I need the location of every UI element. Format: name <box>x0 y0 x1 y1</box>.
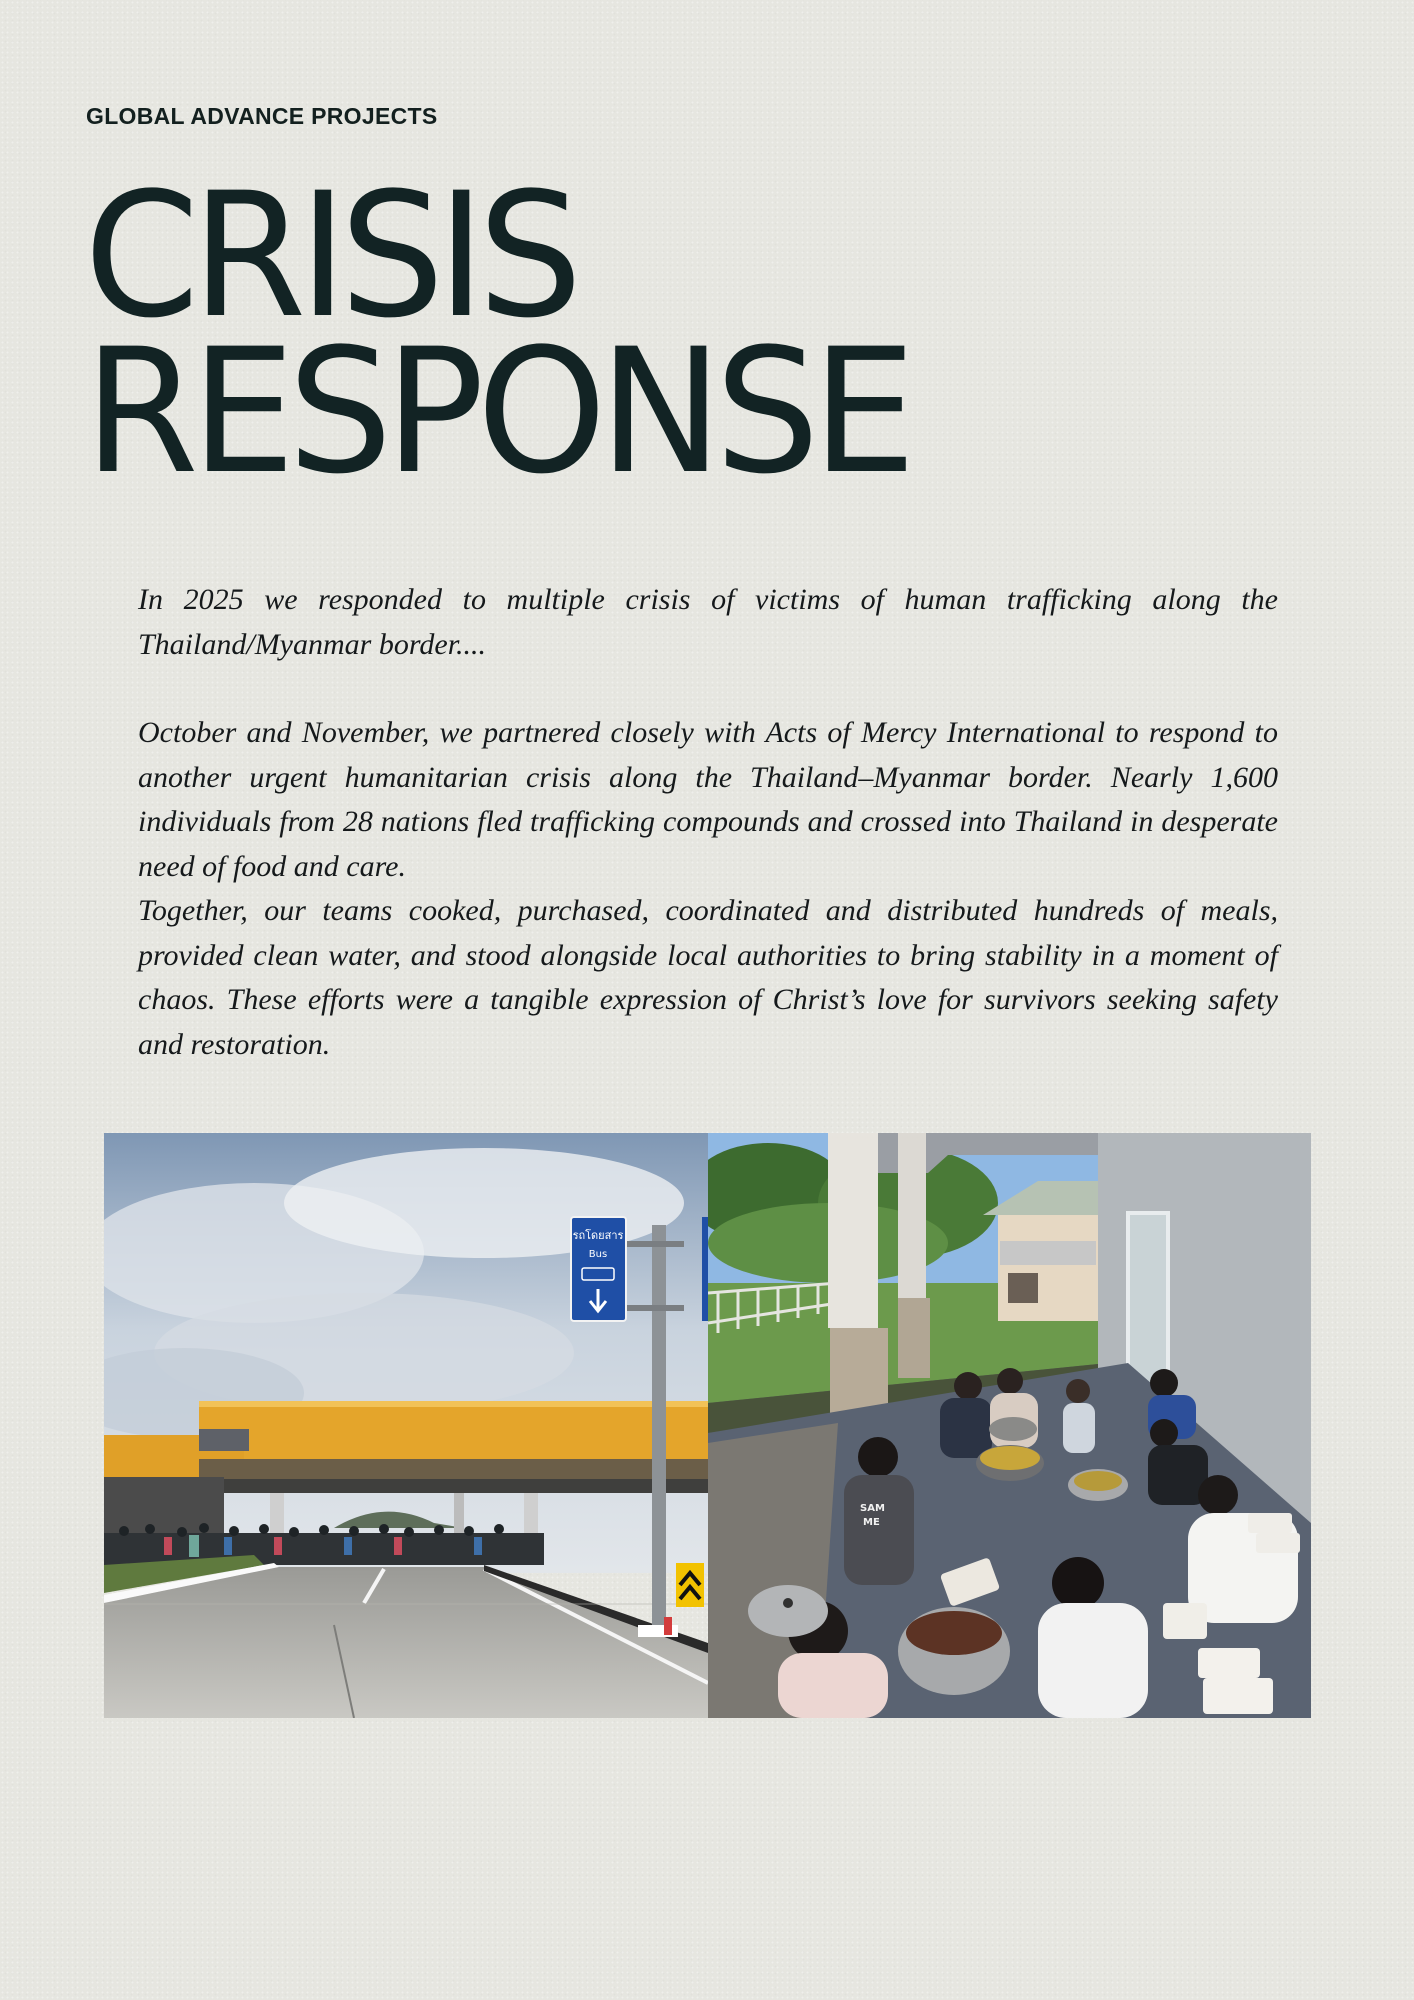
shirt-text-2: ME <box>863 1517 880 1528</box>
response-paragraph: Together, our teams cooked, purchased, coordinated and distributed hundreds of meals, provided clean water, and stood alongside local authorities to bring stability in a moment of chaos. These efforts were a tangible expression of Christ’s love for survivors seeking safety and restoration. <box>138 894 1278 1061</box>
title-line-2: RESPONSE <box>84 311 909 512</box>
page-title <box>84 155 948 512</box>
partnership-paragraph: October and November, we partnered closely with Acts of Mercy International to respond to another urgent humanitarian crisis along the Thailand–Myanmar border. Nearly 1,600 individuals from 28 nations fled trafficking compounds and crossed into Thailand in desperate need of food and care. <box>138 716 1278 883</box>
intro-paragraph: In 2025 we responded to multiple crisis of victims of human trafficking along the Thailand/Myanmar border.... <box>138 583 1278 661</box>
photo-strip <box>104 1133 1311 1718</box>
title-line-1: CRISIS <box>84 155 575 356</box>
bus-sign-english: Bus <box>588 1249 608 1260</box>
border-crossing-photo <box>104 1133 708 1718</box>
body-text <box>138 578 1278 1067</box>
bus-sign-thai: รถโดยสาร <box>572 1229 624 1242</box>
shirt-text-1: SAM <box>860 1503 885 1514</box>
cooking-photo <box>708 1133 1311 1718</box>
section-kicker: GLOBAL ADVANCE PROJECTS <box>86 103 438 129</box>
